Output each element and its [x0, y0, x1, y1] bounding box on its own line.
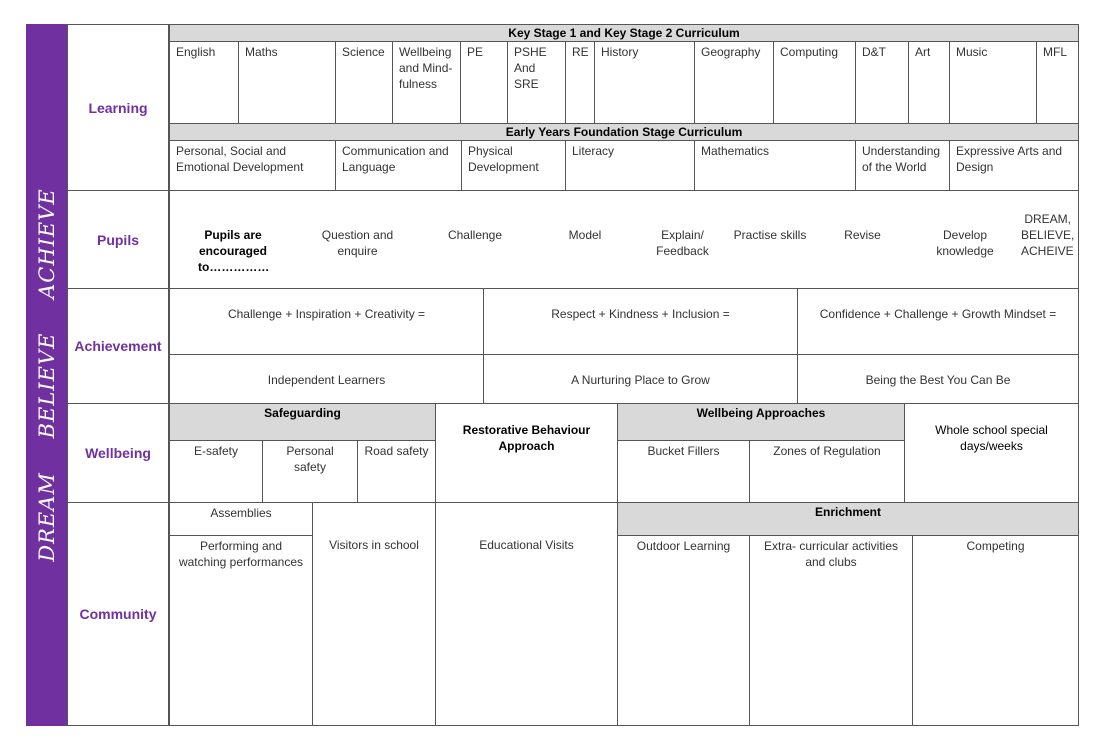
community-performing: Performing and watching performances	[169, 535, 313, 726]
safeguarding-esafety: E-safety	[169, 440, 263, 503]
enrichment-extra-curricular: Extra- curricular activities and clubs	[749, 535, 913, 726]
subject-mfl: MFL	[1036, 41, 1079, 124]
subject-maths: Maths	[238, 41, 336, 124]
enrichment-competing: Competing	[912, 535, 1079, 726]
subject-history: History	[594, 41, 695, 124]
achievement-equation-1: Challenge + Inspiration + Creativity =	[169, 288, 484, 355]
eyfs-understanding: Understanding of the World	[855, 140, 950, 191]
motto-text	[35, 175, 59, 575]
enrichment-header: Enrichment	[617, 502, 1079, 536]
subject-re: RE	[565, 41, 595, 124]
pupils-lead: Pupils are encouraged to……………	[198, 228, 270, 274]
special-days: Whole school special days/weeks	[904, 403, 1079, 503]
safeguarding-road: Road safety	[357, 440, 436, 503]
pupils-item-dream: DREAM, BELIEVE, ACHEIVE	[1021, 212, 1075, 258]
community-educational-visits: Educational Visits	[435, 502, 618, 726]
motto-word-dream: DREAM	[34, 472, 59, 562]
subject-dt: D&T	[855, 41, 909, 124]
subject-geography: Geography	[694, 41, 774, 124]
ks-header: Key Stage 1 and Key Stage 2 Curriculum	[169, 24, 1079, 42]
enrichment-outdoor: Outdoor Learning	[617, 535, 750, 726]
eyfs-mathematics: Mathematics	[694, 140, 856, 191]
subject-music: Music	[949, 41, 1037, 124]
pupils-item-develop: Develop knowledge	[936, 228, 994, 258]
subject-pshe: PSHE And SRE	[507, 41, 566, 124]
wellbeing-approaches-header: Wellbeing Approaches	[617, 403, 905, 441]
pupils-item-revise: Revise	[844, 228, 881, 242]
subject-computing: Computing	[773, 41, 856, 124]
subject-english: English	[169, 41, 239, 124]
pupils-item-explain: Explain/ Feedback	[656, 228, 709, 258]
motto-word-believe: BELIEVE	[34, 332, 59, 439]
row-label-achievement: Achievement	[67, 288, 169, 404]
safeguarding-personal: Personal safety	[262, 440, 358, 503]
row-label-wellbeing: Wellbeing	[67, 403, 169, 503]
restorative-behaviour: Restorative Behaviour Approach	[435, 403, 618, 503]
eyfs-physical: Physical Development	[461, 140, 566, 191]
pupils-item-practise: Practise skills	[733, 228, 807, 242]
subject-pe: PE	[460, 41, 508, 124]
achievement-result-3: Being the Best You Can Be	[797, 354, 1079, 404]
pupils-item-challenge: Challenge	[447, 228, 503, 242]
eyfs-literacy: Literacy	[565, 140, 695, 191]
subject-science: Science	[335, 41, 393, 124]
row-label-community: Community	[67, 502, 169, 726]
eyfs-communication: Communication and Language	[335, 140, 462, 191]
pupils-item-question: Question and enquire	[321, 228, 394, 258]
motto-word-achieve: ACHIEVE	[34, 188, 59, 299]
community-visitors: Visitors in school	[312, 502, 436, 726]
eyfs-expressive-arts: Expressive Arts and Design	[949, 140, 1079, 191]
safeguarding-header: Safeguarding	[169, 403, 436, 441]
approach-bucket-fillers: Bucket Fillers	[617, 440, 750, 503]
achievement-result-2: A Nurturing Place to Grow	[483, 354, 798, 404]
subject-art: Art	[908, 41, 950, 124]
row-label-learning: Learning	[67, 24, 169, 191]
approach-zones: Zones of Regulation	[749, 440, 905, 503]
motto-banner	[26, 24, 67, 726]
achievement-equation-3: Confidence + Challenge + Growth Mindset =	[797, 288, 1079, 355]
eyfs-psed: Personal, Social and Emotional Development	[169, 140, 336, 191]
community-assemblies: Assemblies	[169, 502, 313, 536]
subject-wellbeing: Wellbeing and Mind-fulness	[392, 41, 461, 124]
eyfs-header: Early Years Foundation Stage Curriculum	[169, 123, 1079, 141]
achievement-result-1: Independent Learners	[169, 354, 484, 404]
pupils-panel	[169, 190, 1079, 289]
row-label-pupils: Pupils	[67, 190, 169, 289]
achievement-equation-2: Respect + Kindness + Inclusion =	[483, 288, 798, 355]
pupils-item-model: Model	[568, 228, 602, 242]
